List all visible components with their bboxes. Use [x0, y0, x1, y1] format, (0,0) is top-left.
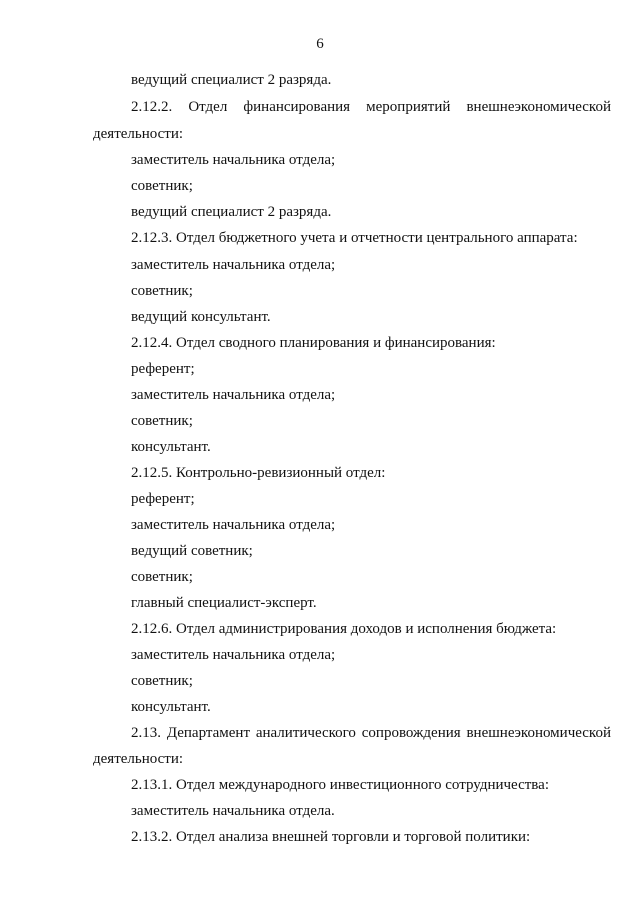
section-heading-2-13: 2.13. Департамент аналитического сопровождения внешнеэкономической	[131, 725, 611, 741]
text-line: заместитель начальника отдела;	[131, 647, 336, 663]
section-heading-2-12-2: 2.12.2. Отдел финансирования мероприятий внешнеэкономической	[131, 99, 611, 115]
text-line: деятельности:	[93, 751, 184, 767]
text-line: советник;	[131, 569, 193, 585]
text-line: референт;	[131, 361, 195, 377]
text-line: главный специалист-эксперт.	[131, 595, 317, 611]
text-line: советник;	[131, 283, 193, 299]
text-line: заместитель начальника отдела;	[131, 517, 336, 533]
text-line: ведущий консультант.	[131, 309, 271, 325]
text-line: советник;	[131, 413, 193, 429]
text-line: деятельности:	[93, 126, 184, 142]
text-line: консультант.	[131, 439, 211, 455]
text-line: заместитель начальника отдела;	[131, 387, 336, 403]
text-line: заместитель начальника отдела;	[131, 257, 336, 273]
text-line: консультант.	[131, 699, 211, 715]
section-heading-2-12-3: 2.12.3. Отдел бюджетного учета и отчетности центрального аппарата:	[131, 230, 578, 246]
page-number: 6	[316, 36, 324, 52]
section-heading-2-12-6: 2.12.6. Отдел администрирования доходов и исполнения бюджета:	[131, 621, 557, 637]
section-heading-2-13-2: 2.13.2. Отдел анализа внешней торговли и торговой политики:	[131, 829, 531, 845]
text-line: ведущий специалист 2 разряда.	[131, 72, 332, 88]
section-heading-2-13-1: 2.13.1. Отдел международного инвестиционного сотрудничества:	[131, 777, 550, 793]
section-heading-2-12-4: 2.12.4. Отдел сводного планирования и финансирования:	[131, 335, 496, 351]
text-line: советник;	[131, 178, 193, 194]
section-heading-2-12-5: 2.12.5. Контрольно-ревизионный отдел:	[131, 465, 386, 481]
text-line: заместитель начальника отдела.	[131, 803, 335, 819]
text-line: ведущий советник;	[131, 543, 253, 559]
text-line: советник;	[131, 673, 193, 689]
text-line: ведущий специалист 2 разряда.	[131, 204, 332, 220]
text-line: заместитель начальника отдела;	[131, 152, 336, 168]
text-line: референт;	[131, 491, 195, 507]
